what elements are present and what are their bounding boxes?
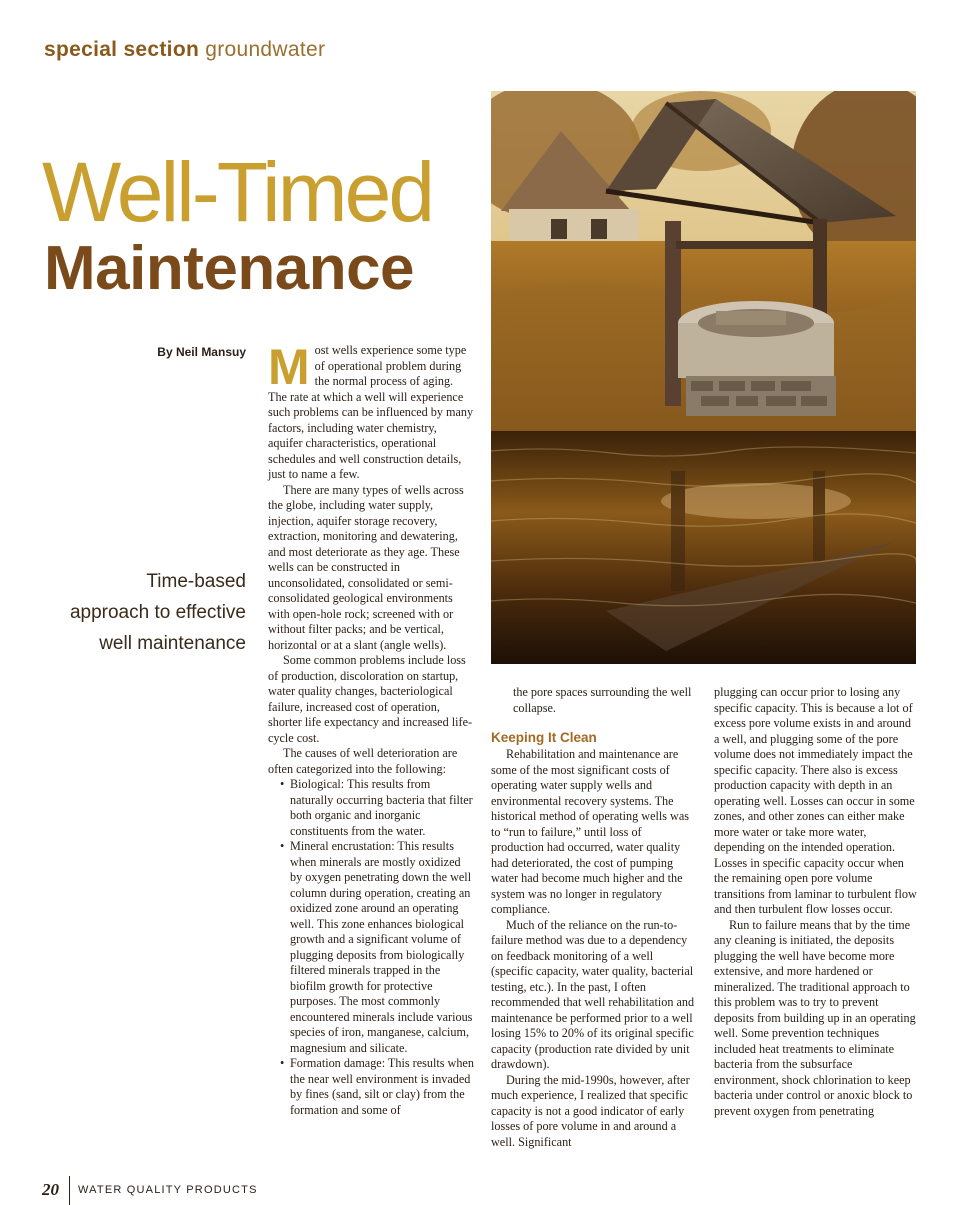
body-paragraph: Run to failure means that by the time any cleaning is initiated, the deposits plugging the well have become more extensive, and more hardened or mineralized. The traditional approach to this problem was to try to prevent deposits from building up in an operating well. Some prevention techniques included heat treatments to eliminate bacteria from the subsurface environment, shock chlorination to keep bacteria under control or anoxic block to prevent oxygen from penetrating bbox=[714, 917, 916, 1118]
section-label-topic: groundwater bbox=[205, 38, 326, 61]
body-paragraph: Rehabilitation and maintenance are some of the most significant costs of operating water supply wells and environmental recovery systems. The historical method of operating wells was to “run to failure,” until loss of production had occurred, water quality had deteriorated, the cost of pumping water had become much higher and the system was no longer in regulatory compliance. bbox=[491, 747, 689, 916]
section-label bbox=[44, 38, 325, 62]
bullet-icon: • bbox=[280, 1056, 285, 1070]
page-footer bbox=[42, 1168, 258, 1205]
wishing-well-photo bbox=[491, 91, 916, 664]
body-paragraph: Most wells experience some type of operational problem during the normal process of aging. The rate at which a well will experience such problems can be influenced by many factors, including water chemistry, aquifer characteristics, operational schedules and well construction details, just to name a few. bbox=[268, 339, 474, 481]
drop-cap: M bbox=[268, 339, 310, 395]
article-title-line1: Well-Timed bbox=[42, 145, 433, 239]
body-column-1 bbox=[268, 339, 474, 1118]
list-item: • Formation damage: This results when the near well environment is invaded by fines (sand, silt or clay) from the formation and some of bbox=[280, 1056, 474, 1117]
body-paragraph: Much of the reliance on the run-to-failure method was due to a dependency on feedback monitoring of a well (specific capacity, water quality, bacterial testing, etc.). In the past, I often recommended that well rehabilitation and maintenance be performed prior to a well losing 15% to 20% of its original specific capacity (production rate divided by unit drawdown). bbox=[491, 917, 695, 1071]
deck-line: well maintenance bbox=[99, 633, 246, 654]
deck bbox=[26, 566, 246, 659]
byline: By Neil Mansuy bbox=[157, 345, 246, 359]
body-paragraph: Some common problems include loss of production, discoloration on startup, water quality changes, bacteriological failure, increased cost of operation, shorter life expectancy and increased life-cycle cost. bbox=[268, 653, 473, 745]
subhead: Keeping It Clean bbox=[491, 730, 597, 745]
list-item: • Biological: This results from naturally occurring bacteria that filter both organic and inorganic constituents from the water. bbox=[280, 777, 473, 838]
article-title-line2: Maintenance bbox=[44, 234, 415, 303]
section-label-bold: special section bbox=[44, 38, 200, 61]
page-number: 20 bbox=[42, 1180, 59, 1199]
deck-line: approach to effective bbox=[69, 602, 246, 623]
body-column-3 bbox=[714, 685, 918, 1119]
deck-line: Time-based bbox=[146, 571, 246, 592]
body-paragraph: The causes of well deterioration are often categorized into the following: bbox=[268, 746, 458, 776]
list-item: • Mineral encrustation: This results when minerals are mostly oxidized by oxygen penetrating down the well column during operation, creating an oxidized zone around an operating well. This zone enhances biological growth and a significant volume of plugging deposits from biologically filtered minerals trapped in the biofilm growth for protective purposes. The most commonly encountered minerals include various species of iron, manganese, calcium, magnesium and silicate. bbox=[280, 839, 473, 1055]
wishing-well-illustration bbox=[491, 91, 916, 664]
body-paragraph: plugging can occur prior to losing any specific capacity. This is because a lot of excess pore volume exists in and around a well, and plugging some of the pore volume does not immediately impact the specific capacity. There also is excess production capacity with depth in an operating well. Losses can occur in some zones, and other zones can either make more water or take more water, depending on the intended operation. Losses in specific capacity occur when the remaining open pore volume transitions from laminar to turbulent flow and then turbulent flow losses occur. bbox=[714, 685, 917, 916]
publication-name: WATER QUALITY PRODUCTS bbox=[78, 1184, 258, 1196]
body-paragraph: There are many types of wells across the globe, including water supply, injection, aquifer storage recovery, extraction, monitoring and dewatering, and most deteriorate as they age. These wells can be constructed in unconsolidated, consolidated or semi-consolidated geological environments with open-hole rock; screened with or without filter packs; and be vertical, horizontal or at a slant (angle wells). bbox=[268, 482, 464, 652]
list-item-continued: the pore spaces surrounding the well collapse. bbox=[513, 685, 692, 715]
bullet-icon: • bbox=[280, 839, 285, 853]
deterioration-causes-list bbox=[268, 777, 474, 1118]
body-paragraph: During the mid-1990s, however, after much experience, I realized that specific capacity is not a good indicator of early losses of pore volume in and around a well. Significant bbox=[491, 1072, 690, 1149]
body-column-2 bbox=[491, 685, 695, 1150]
bullet-icon: • bbox=[280, 777, 285, 791]
